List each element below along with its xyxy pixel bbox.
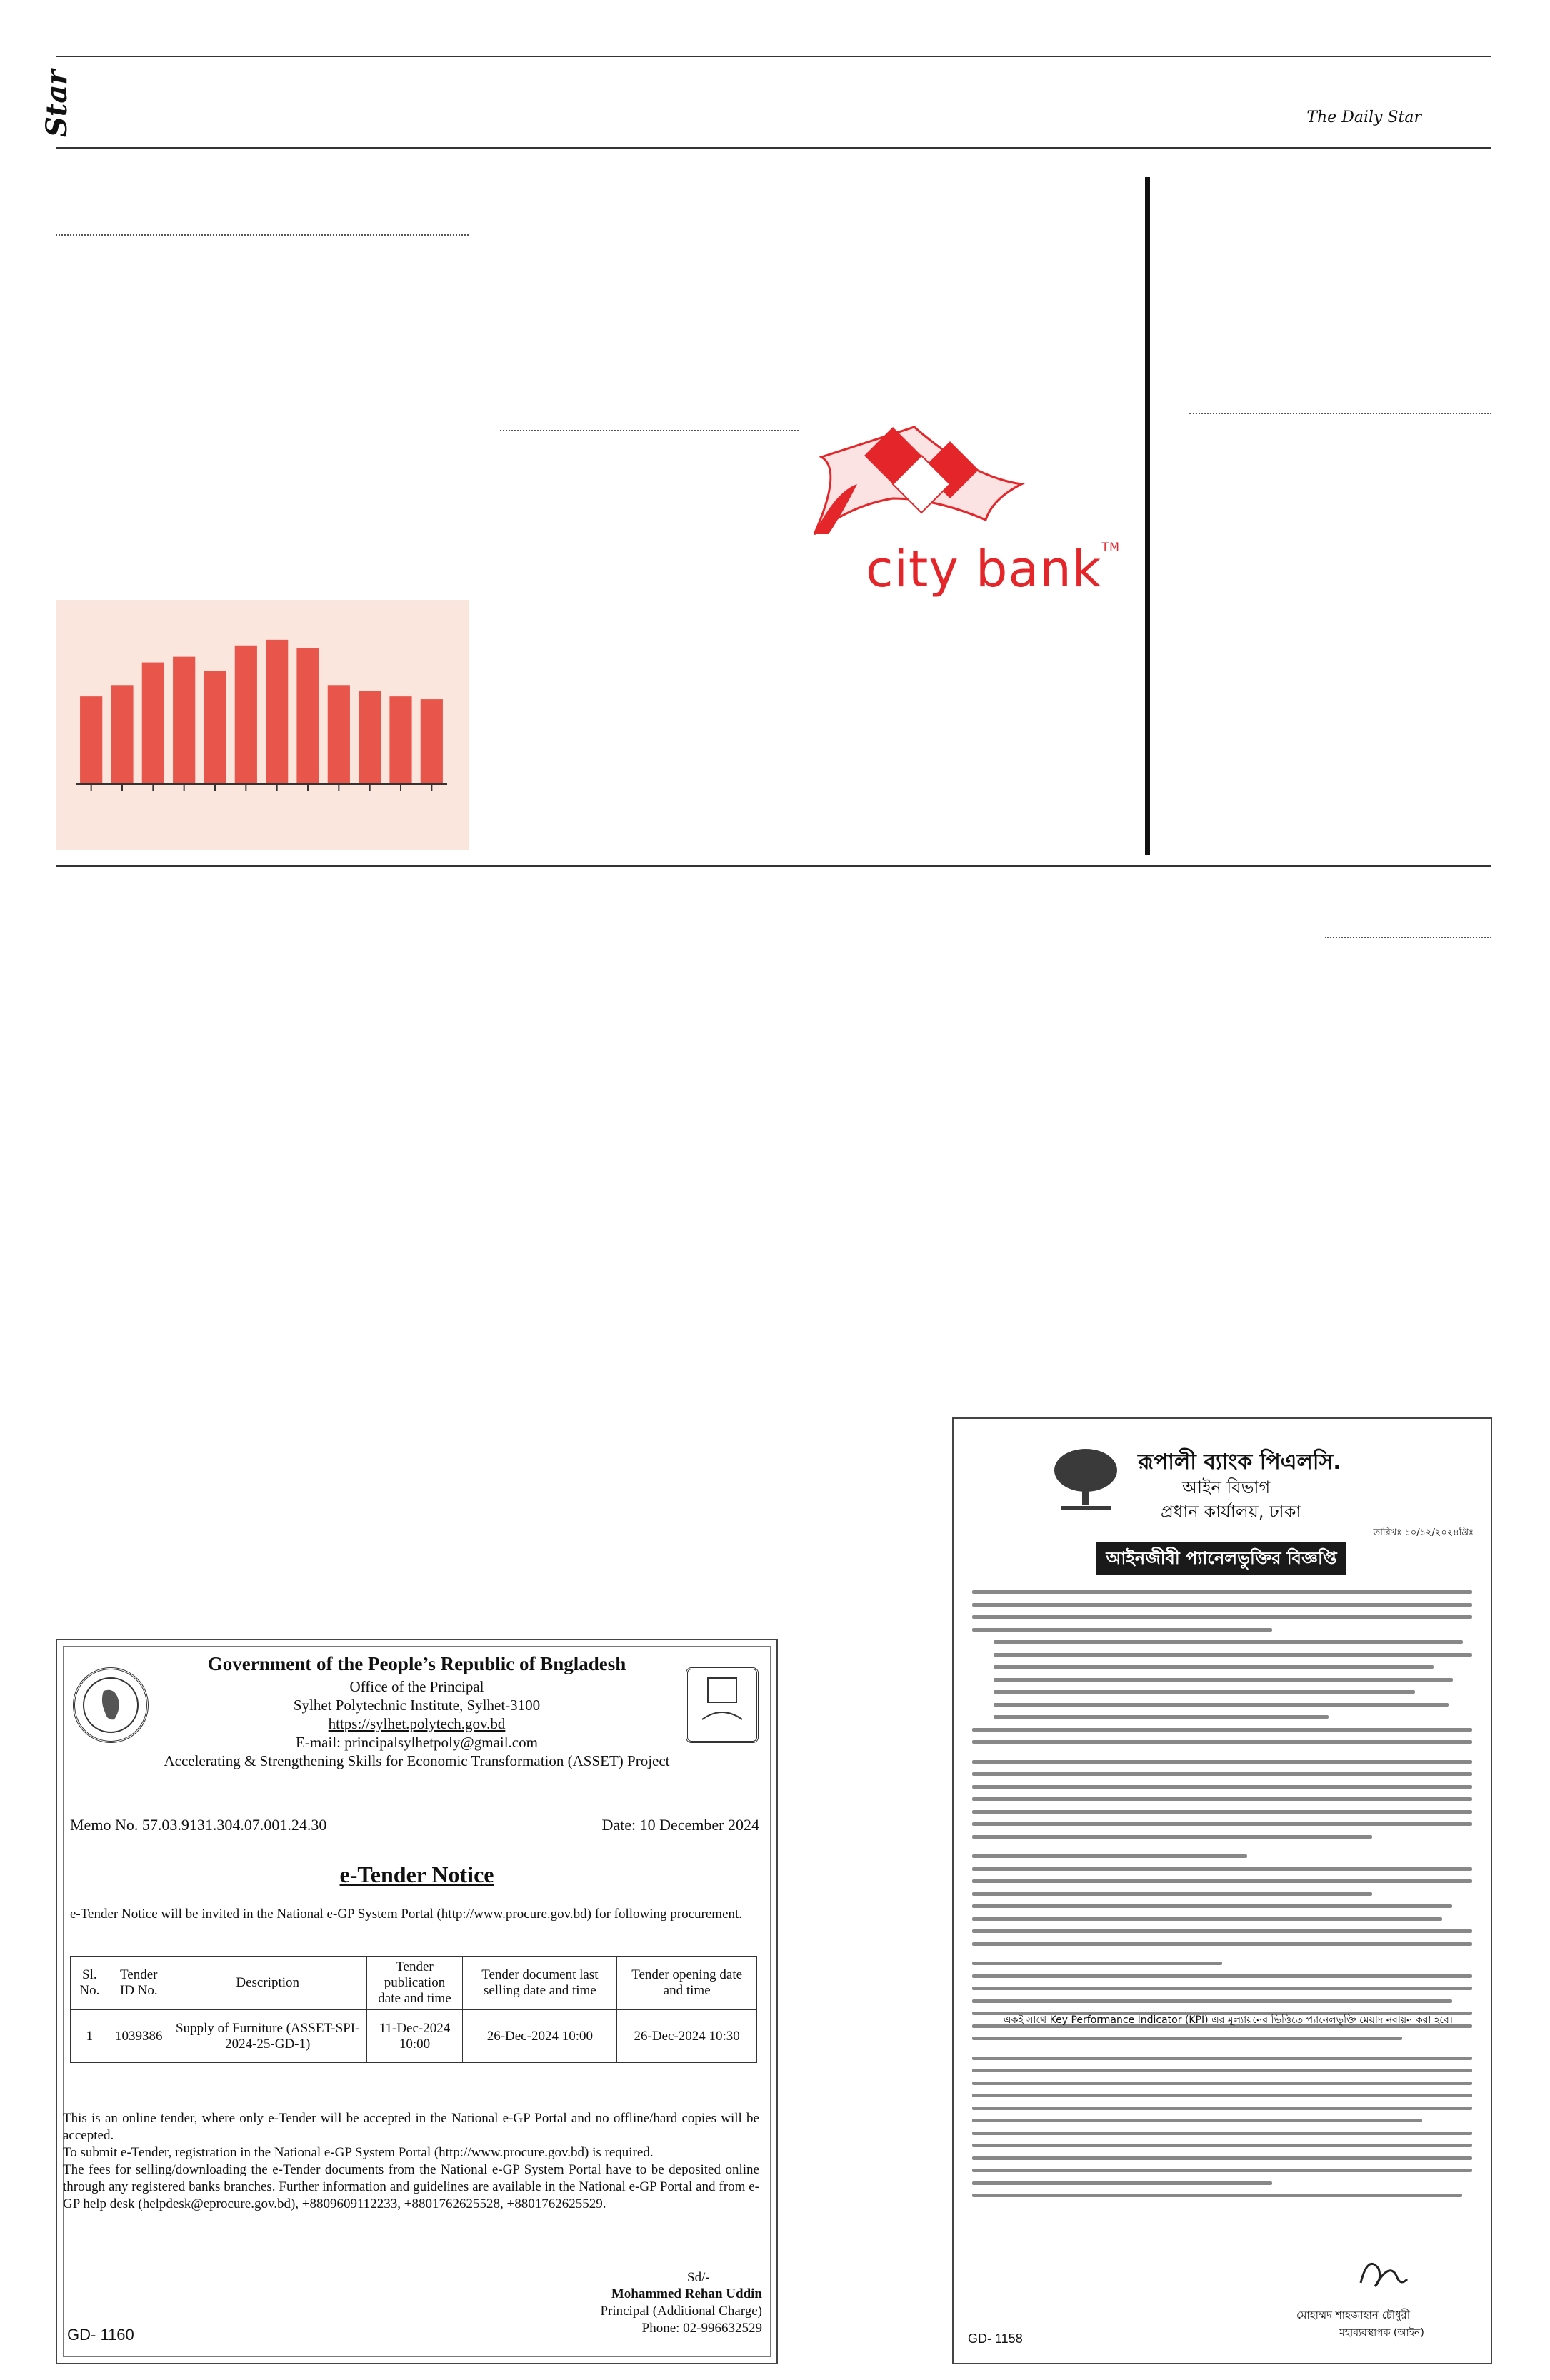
body-text-line [994, 1703, 1449, 1707]
cell-opening: 26-Dec-2024 10:30 [617, 2010, 757, 2063]
bar [421, 699, 443, 784]
column-rule-left [56, 234, 469, 236]
city-bank-logo-mark [807, 413, 1121, 541]
gd-number: GD- 1160 [67, 2326, 134, 2344]
body-text-line [972, 2082, 1472, 2085]
body-text-line [972, 1822, 1472, 1826]
table-header-row [71, 1957, 757, 2010]
e-tender-notice [56, 1639, 778, 2364]
bar-chart [56, 600, 469, 850]
bar [142, 663, 164, 784]
body-text-line [972, 1917, 1442, 1921]
body-text-line [972, 1728, 1472, 1732]
sd-mark: Sd/- [687, 2270, 710, 2285]
body-text-line [972, 2181, 1272, 2185]
body-text-line [972, 1615, 1472, 1619]
body-text-line [972, 1879, 1472, 1883]
trademark-symbol: TM [1101, 540, 1120, 553]
body-text-line [972, 1628, 1272, 1632]
memo-date: Date: 10 December 2024 [601, 1816, 759, 1834]
header-top-rule [56, 56, 1491, 57]
body-text-line [972, 1867, 1472, 1871]
section-divider [56, 865, 1491, 867]
body-text-line [994, 1690, 1415, 1694]
cell-description: Supply of Furniture (ASSET-SPI-2024-25-GD-1) [169, 2010, 366, 2063]
bar [296, 648, 319, 784]
star-logo: Star [40, 69, 74, 137]
body-text-line [972, 2132, 1472, 2135]
body-text-line [972, 1999, 1452, 2003]
body-text-line [972, 1785, 1472, 1789]
bar [204, 671, 226, 784]
header-bottom-rule [56, 147, 1491, 149]
vertical-column-divider [1145, 177, 1150, 855]
body-text-line [972, 2194, 1462, 2197]
notice-body [972, 1590, 1472, 2233]
body-text-line [972, 2169, 1472, 2172]
column-rule-middle [500, 430, 799, 431]
signer-title: Principal (Additional Charge) [600, 2304, 762, 2319]
memo-number: Memo No. 57.03.9131.304.07.001.24.30 [70, 1816, 327, 1834]
body-text-line [972, 2144, 1472, 2147]
body-text-line [972, 1962, 1222, 1965]
bar-chart-svg [56, 600, 469, 850]
para-online: This is an online tender, where only e-Tender will be accepted in the National e-GP Portal and no offline/hard copies will be accepted. [63, 2111, 759, 2143]
kpi-line: একই সাথে Key Performance Indicator (KPI) এর মূল্যায়নের ভিত্তিতে প্যানেলভুক্তি মেয়াদ নবায়ন করা হবে। [1004, 2014, 1453, 2026]
city-bank-wordmark [866, 540, 1120, 598]
body-text-line [972, 2057, 1472, 2060]
notice-date: তারিখঃ ১০/১২/২০২৪খ্রিঃ [1373, 1527, 1474, 1538]
body-text-line [972, 1740, 1472, 1744]
rupali-bank-logo-icon [1046, 1440, 1125, 1519]
body-text-line [972, 1892, 1372, 1896]
cell-tender-id: 1039386 [109, 2010, 169, 2063]
para-registration: To submit e-Tender, registration in the National e-GP System Portal (http://www.procure.gov.bd) is required. [63, 2145, 654, 2160]
office-line: Office of the Principal [349, 1678, 484, 1695]
division-name: আইন বিভাগ [1182, 1477, 1271, 1497]
cell-publication: 11-Dec-2024 10:00 [366, 2010, 463, 2063]
body-text-line [972, 2094, 1472, 2097]
table-row [71, 2010, 757, 2063]
bank-name: রূপালী ব্যাংক পিএলসি. [1138, 1450, 1341, 1475]
notice-heading-box [1096, 1542, 1346, 1575]
bar [111, 685, 133, 784]
bar [266, 640, 288, 784]
body-text-line [994, 1715, 1329, 1719]
signer-block [600, 2286, 762, 2337]
institute-line: Sylhet Polytechnic Institute, Sylhet-3100 [293, 1697, 541, 1714]
body-text-line [972, 2156, 1472, 2160]
notice-intro: e-Tender Notice will be invited in the National e-GP System Portal (http://www.procure.gov.bd) for following procurement. [70, 1907, 743, 1922]
email-line[interactable]: E-mail: principalsylhetpoly@gmail.com [296, 1734, 538, 1751]
col-publication: Tender publication date and time [366, 1957, 463, 2010]
para-fees: The fees for selling/downloading the e-Tender documents from the National e-GP System Portal have to be deposited online through any registered banks branches. Further information and guidelines are available in the National e-GP Portal and from e-GP help desk (helpdesk@eprocure.gov.bd), +8809609112233, +8801762625528, +8801762625529. [63, 2162, 759, 2211]
bar [389, 696, 411, 784]
body-text-line [972, 2107, 1472, 2110]
tender-table [70, 1956, 757, 2063]
cell-last-selling: 26-Dec-2024 10:00 [463, 2010, 617, 2063]
body-text-line [994, 1678, 1453, 1682]
signer-name: Mohammed Rehan Uddin [611, 2286, 762, 2301]
body-text-line [972, 1904, 1452, 1908]
body-text-line [972, 1797, 1472, 1801]
col-tender-id: Tender ID No. [109, 1957, 169, 2010]
bar [173, 657, 195, 784]
body-text-line [994, 1640, 1463, 1644]
body-text-line [972, 1760, 1472, 1764]
column-rule-right [1189, 413, 1491, 414]
cell-sl: 1 [71, 2010, 109, 2063]
body-text-line [994, 1665, 1434, 1669]
body-text-line [972, 2069, 1472, 2072]
signer-title: মহাব্যবস্থাপক (আইন) [1339, 2327, 1424, 2339]
col-description: Description [169, 1957, 366, 2010]
body-text-line [972, 1942, 1472, 1946]
body-text-line [972, 1590, 1472, 1594]
body-text-line [972, 2037, 1402, 2040]
body-text-line [972, 1603, 1472, 1607]
bar [235, 646, 257, 784]
col-opening: Tender opening date and time [617, 1957, 757, 2010]
rupali-bank-notice [952, 1417, 1492, 2364]
signer-name: মোহাম্মদ শাহজাহান চৌধুরী [1296, 2309, 1411, 2321]
body-text-line [972, 1929, 1472, 1933]
col-last-selling: Tender document last selling date and time [463, 1957, 617, 2010]
signer-phone: Phone: 02-996632529 [641, 2321, 762, 2336]
body-text-line [972, 1772, 1472, 1776]
gov-title: Government of the People’s Republic of Bngladesh [207, 1653, 626, 1674]
body-text-line [972, 1835, 1372, 1839]
notice-heading: আইনজীবী প্যানেলভুক্তির বিজ্ঞপ্তি [1106, 1548, 1337, 1568]
website-link[interactable]: https://sylhet.polytech.gov.bd [328, 1715, 506, 1732]
body-text-line [972, 1810, 1472, 1814]
bar [359, 691, 381, 784]
office-name: প্রধান কার্যালয়, ঢাকা [1161, 1502, 1301, 1522]
bar [328, 685, 350, 784]
signature-scribble-icon [1354, 2247, 1411, 2301]
city-bank-ad [807, 413, 1121, 598]
project-line: Accelerating & Strengthening Skills for Economic Transformation (ASSET) Project [164, 1752, 670, 1769]
city-bank-name: city bank [866, 540, 1102, 598]
bar [80, 696, 102, 784]
gd-number: GD- 1158 [968, 2331, 1023, 2346]
body-text-line [994, 1653, 1472, 1657]
column-rule-lower-right [1325, 937, 1491, 938]
body-text-line [972, 1974, 1472, 1978]
col-sl: Sl. No. [71, 1957, 109, 2010]
body-text-line [972, 2119, 1422, 2122]
body-text-line [972, 1987, 1472, 1990]
daily-star-logo: The Daily Star [1306, 109, 1421, 126]
body-text-line [972, 1854, 1247, 1858]
notice-heading: e-Tender Notice [339, 1862, 494, 1887]
